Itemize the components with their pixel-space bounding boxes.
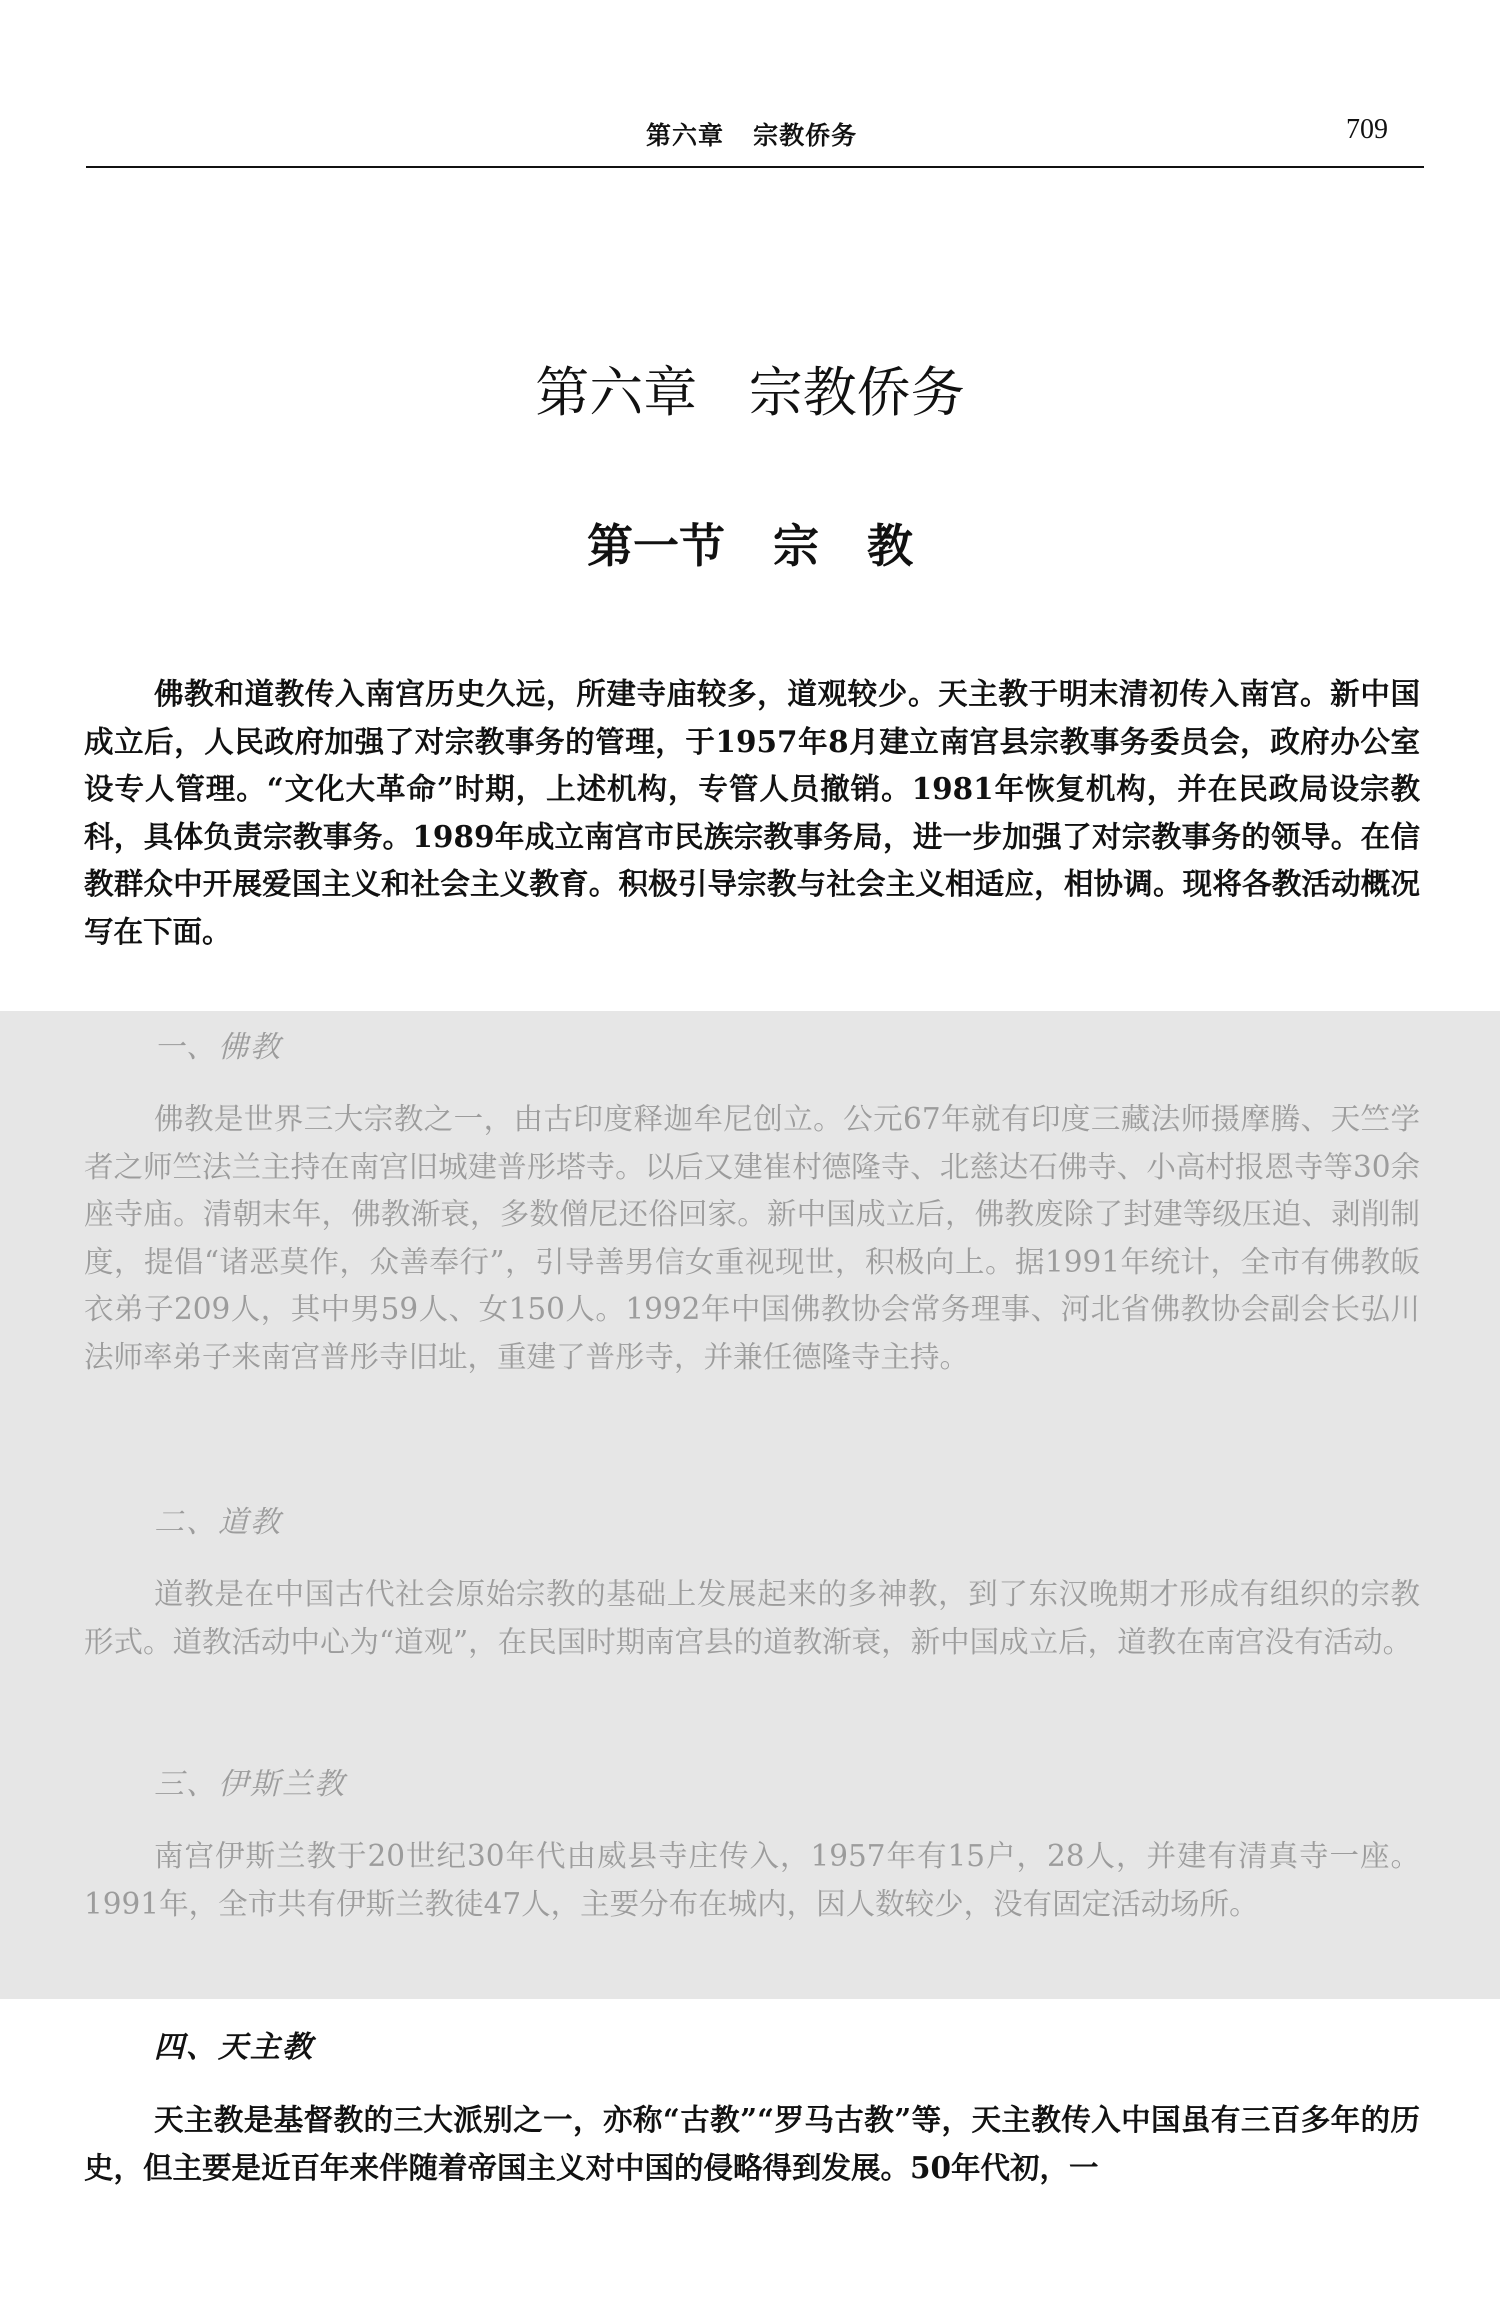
- running-title: 第六章 宗教侨务: [646, 121, 858, 150]
- section-heading-catholicism: 四、天主教: [154, 2030, 314, 2065]
- section-heading-islam: 三、伊斯兰教: [154, 1767, 346, 1802]
- section-title: 第一节 宗 教: [586, 519, 914, 573]
- chapter-title: 第六章 宗教侨务: [535, 361, 965, 424]
- section-heading-buddhism: 一、佛教: [154, 1030, 282, 1065]
- intro-paragraph: 佛教和道教传入南宫历史久远，所建寺庙较多，道观较少。天主教于明末清初传入南宫。新中国成立后，人民政府加强了对宗教事务的管理，于1957年8月建立南宫县宗教事务委员会，政府办公室设专人管理。“文化大革命”时期，上述机构，专管人员撤销。1981年恢复机构，并在民政局设宗教科，具体负责宗教事务。1989年成立南宫市民族宗教事务局，进一步加强了对宗教事务的领导。在信教群众中开展爱国主义和社会主义教育。积极引导宗教与社会主义相适应，相协调。现将各教活动概况写在下面。: [84, 676, 1420, 949]
- running-header: [86, 112, 1424, 168]
- shaded-text-layer: [0, 1011, 1500, 1999]
- section-paragraph-taoism: 道教是在中国古代社会原始宗教的基础上发展起来的多神教，到了东汉晚期才形成有组织的宗教形式。道教活动中心为“道观”，在民国时期南宫县的道教渐衰，新中国成立后，道教在南宫没有活动。: [84, 1577, 1420, 1659]
- section-paragraph-islam: 南宫伊斯兰教于20世纪30年代由威县寺庄传入，1957年有15户，28人，并建有清真寺一座。1991年，全市共有伊斯兰教徒47人，主要分布在城内，因人数较少，没有固定活动场所。: [84, 1839, 1420, 1921]
- section-heading-taoism: 二、道教: [154, 1505, 282, 1540]
- section-paragraph-buddhism: 佛教是世界三大宗教之一，由古印度释迦牟尼创立。公元67年就有印度三藏法师摄摩腾、天竺学者之师竺法兰主持在南宫旧城建普彤塔寺。以后又建崔村德隆寺、北慈达石佛寺、小高村报恩寺等30余座寺庙。清朝末年，佛教渐衰，多数僧尼还俗回家。新中国成立后，佛教废除了封建等级压迫、剥削制度，提倡“诸恶莫作，众善奉行”，引导善男信女重视现世，积极向上。据1991年统计，全市有佛教皈衣弟子209人，其中男59人、女150人。1992年中国佛教协会常务理事、河北省佛教协会副会长弘川法师率弟子来南宫普彤寺旧址，重建了普彤寺，并兼任德隆寺主持。: [84, 1102, 1420, 1374]
- section-paragraph-catholicism: 天主教是基督教的三大派别之一，亦称“古教”“罗马古教”等，天主教传入中国虽有三百多年的历史，但主要是近百年来伴随着帝国主义对中国的侵略得到发展。50年代初，一: [84, 2102, 1420, 2185]
- page-number: 709: [1346, 114, 1388, 145]
